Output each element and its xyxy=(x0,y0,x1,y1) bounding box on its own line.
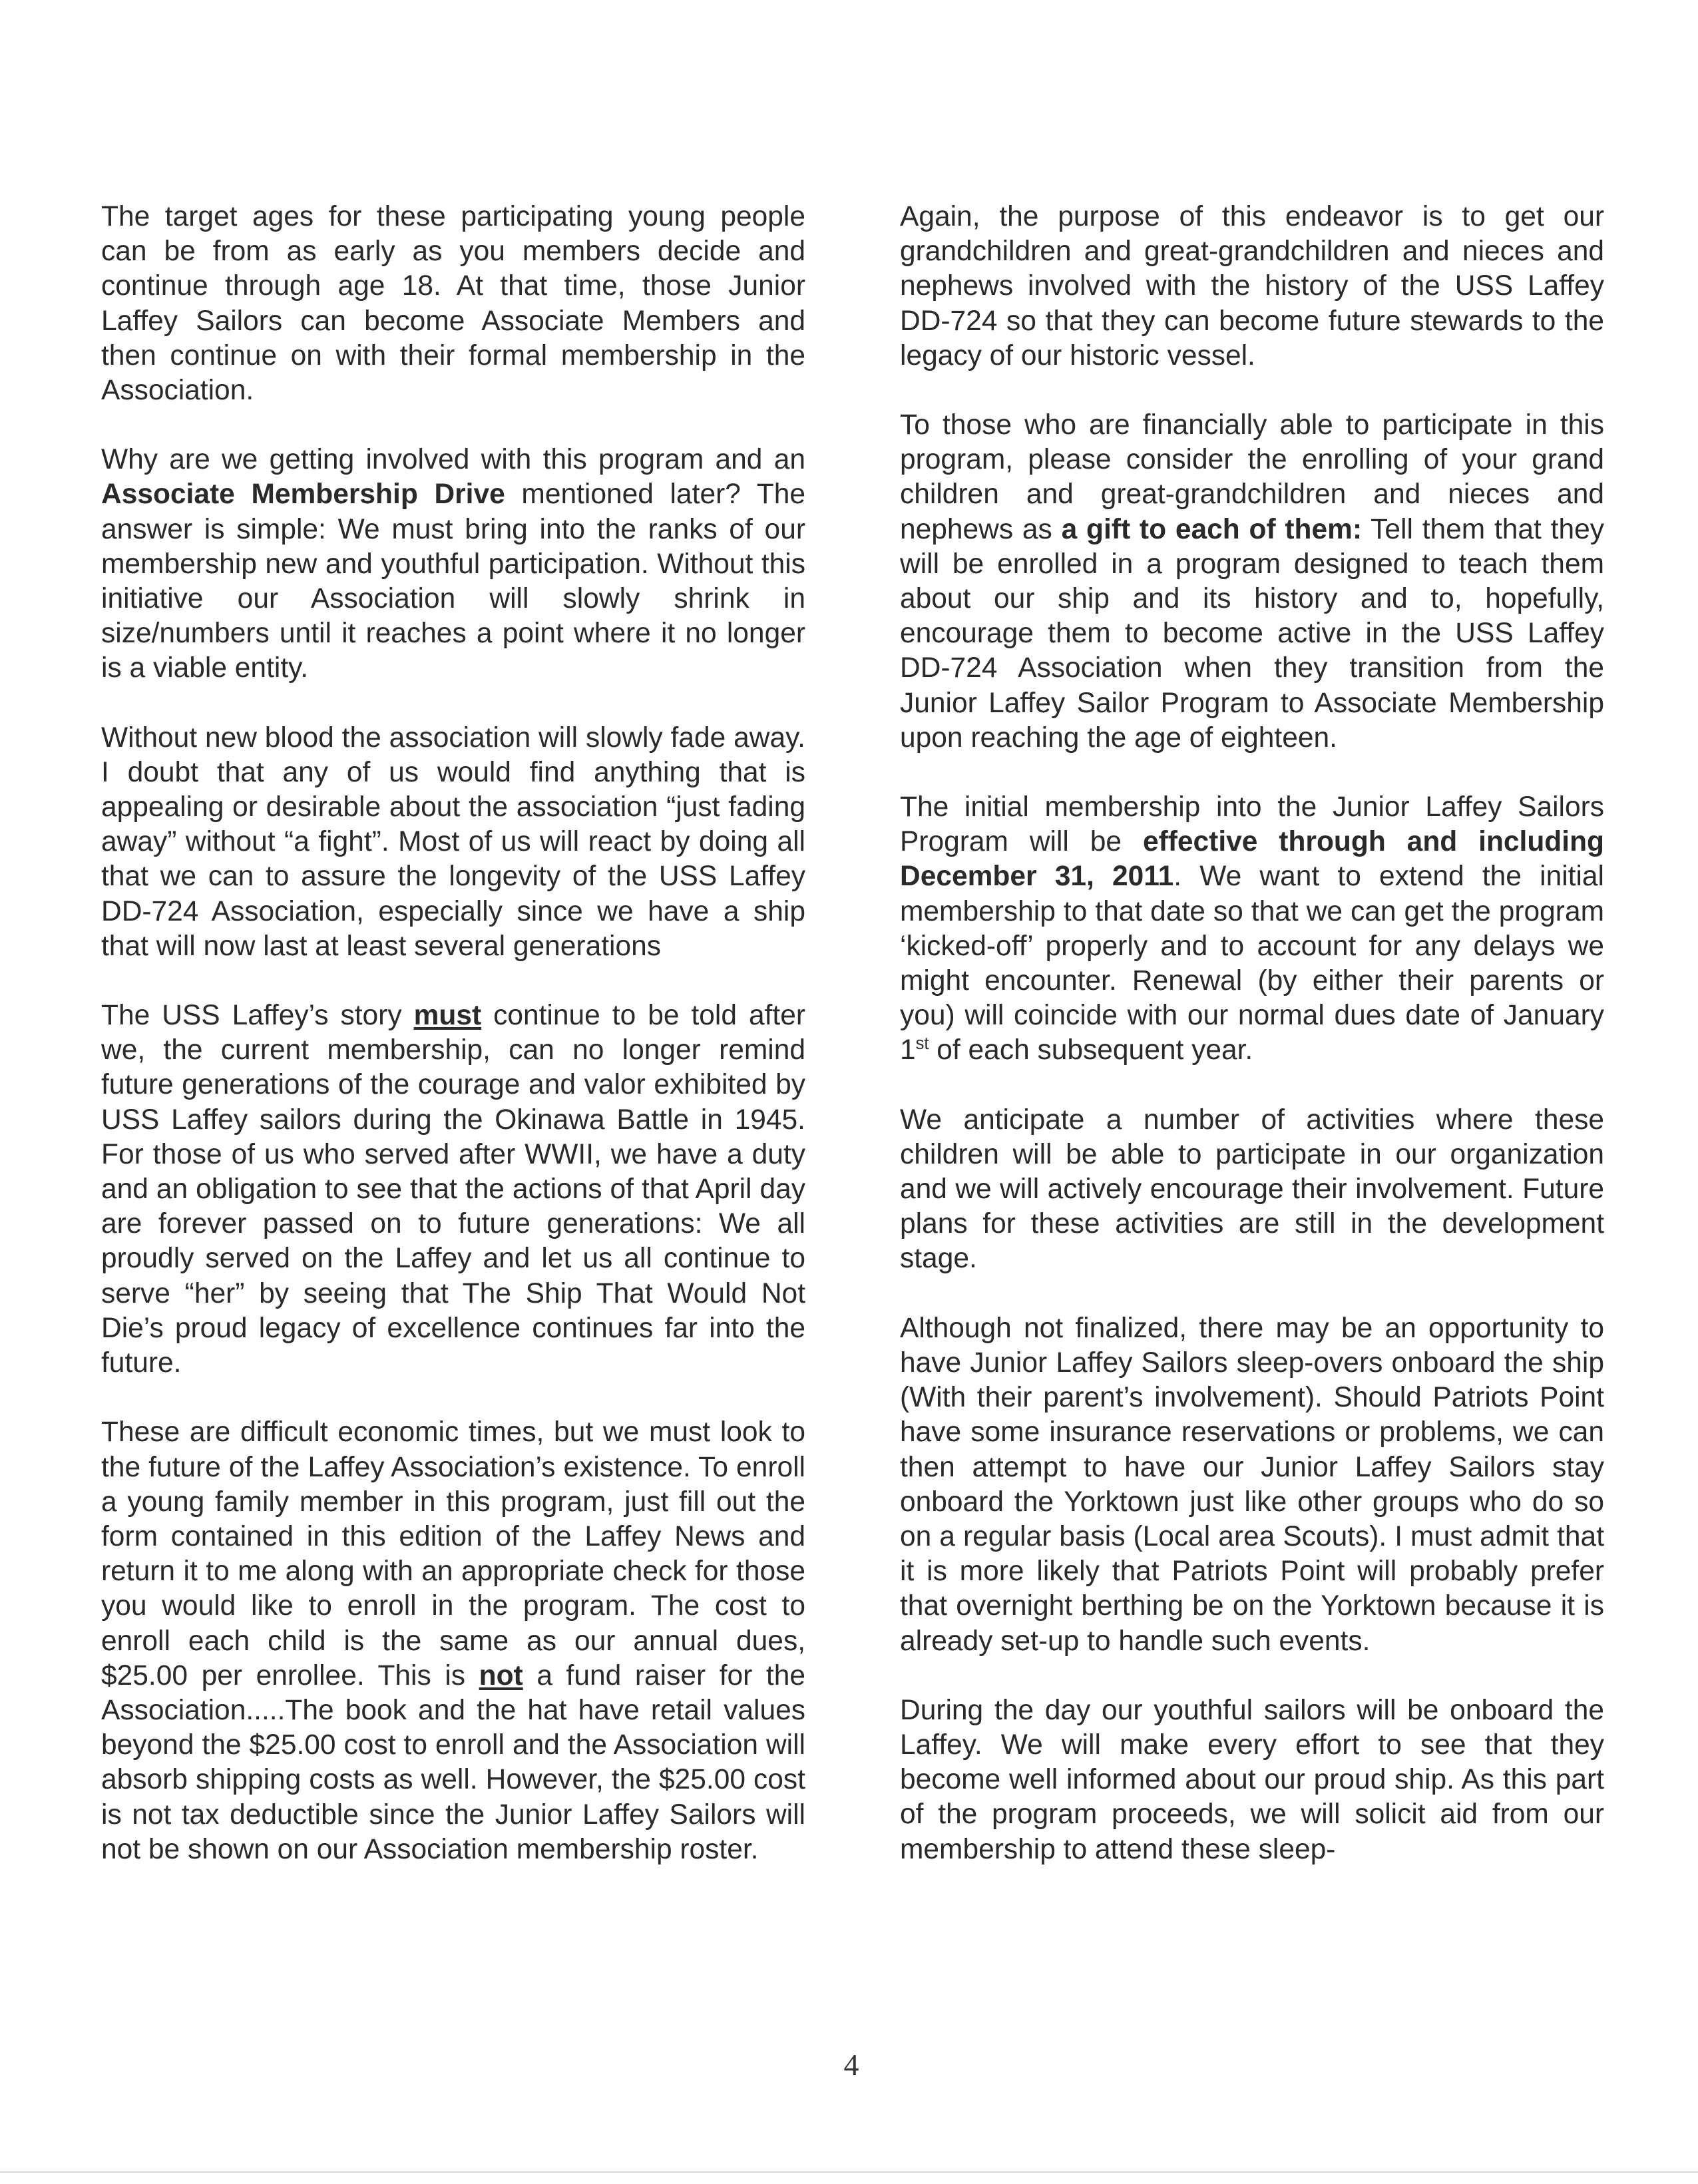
paragraph-initial-membership xyxy=(900,790,1604,1068)
paragraph-sleep-overs: Although not finalized, there may be an opportunity to have Junior Laffey Sailors sleep-overs onboard the ship (With their parent’s involvement). Should Patriots Point have some insurance reservations or problems, we can then attempt to have our Junior Laffey Sailors stay onboard the Yorktown just like other groups who do so on a regular basis (Local area Scouts). I must admit that it is more likely that Patriots Point will probably prefer that overnight berthing be on the Yorktown because it is already set-up to handle such events. xyxy=(900,1312,1604,1657)
text-run: These are difficult economic times, but we must look to the future of the Laffey Association’s existence. To enroll a young family member in this program, just fill out the form contained in this edition of the Laffey News and return it to me along with an appropriate check for those you would like to enroll in the program. The cost to enroll each child is the same as our annual dues, $25.00 per enrollee. This is xyxy=(101,1417,805,1691)
paragraph-target-ages: The target ages for these participating young people can be from as early as you members decide and continue through age 18. At that time, those Junior Laffey Sailors can become Associate Members and then continue on with their formal membership in the Association. xyxy=(101,201,805,407)
not-emphasis: not xyxy=(479,1659,523,1691)
text-run: of each subsequent year. xyxy=(929,1034,1253,1066)
paragraph-during-the-day: During the day our youthful sailors will be onboard the Laffey. We will make every effort to see that they become well informed about our proud ship. As this part of the program proceeds, we will solicit aid from our membership to attend these sleep- xyxy=(900,1694,1604,1865)
gift-emphasis: a gift to each of them: xyxy=(1061,513,1363,545)
paragraph-purpose: Again, the purpose of this endeavor is to get our grandchildren and great-grandchildren and nieces and nephews involved with the history of the USS Laffey DD-724 so that they can become future stewards to the legacy of our historic vessel. xyxy=(900,201,1604,371)
scan-edge-line xyxy=(0,2171,1698,2173)
associate-membership-drive-emphasis: Associate Membership Drive xyxy=(101,479,505,511)
text-run: continue to be told after we, the current membership, can no longer remind future generations of the courage and valor exhibited by USS Laffey sailors during the Okinawa Battle in 1945. For those of us who served after WWII, we have a duty and an obligation to see that the actions of that April day are forever passed on to future generations: We all proudly served on the Laffey and let us all continue to serve “her” by seeing that The Ship That Would Not Die’s proud legacy of excellence continues far into the future. xyxy=(101,1000,805,1379)
ordinal-suffix: st xyxy=(915,1034,929,1054)
left-column xyxy=(101,200,805,1902)
paragraph-laffey-story xyxy=(101,998,805,1381)
text-run: mentioned later? The answer is simple: We must bring into the ranks of our membership new and youthful participation. Without this initiative our Association will slowly shrink in size/numbers until it reaches a point where it no longer is a viable entity. xyxy=(101,479,805,684)
paragraph-financially-able xyxy=(900,408,1604,756)
text-run: a fund raiser for the Association.....The book and the hat have retail values beyond the $25.00 cost to enroll and the Association will absorb shipping costs as well. However, the $25.00 cost is not tax deductible since the Junior Laffey Sailors will not be shown on our Association membership roster. xyxy=(101,1659,805,1865)
text-run: The initial membership into the Junior Laffey Sailors Program will be xyxy=(900,791,1604,858)
text-run: Why are we getting involved with this program and an xyxy=(101,444,805,476)
text-run: The USS Laffey’s story xyxy=(101,1000,414,1032)
paragraph-activities: We anticipate a number of activities where these children will be able to participate in our organization and we will actively encourage their involvement. Future plans for these activities are still in the development stage. xyxy=(900,1104,1604,1275)
page-number: 4 xyxy=(843,2048,859,2081)
paragraph-new-blood: Without new blood the association will slowly fade away. I doubt that any of us would find anything that is appealing or desirable about the association “just fading away” without “a fight”. Most of us will react by doing all that we can to assure the longevity of the USS Laffey DD-724 Association, especially since we have a ship that will now last at least several generations xyxy=(101,722,805,962)
paragraph-economic-times xyxy=(101,1415,805,1867)
text-run: . We want to extend the initial membership to that date so that we can get the program ‘kicked-off’ properly and to account for any delays we might encounter. Renewal (by either their parents or you) will coincide with our normal dues date of January 1 xyxy=(900,861,1604,1066)
paragraph-why-involved xyxy=(101,443,805,686)
text-run: Tell them that they will be enrolled in a program designed to teach them about our ship and its history and to, hopefully, encourage them to become active in the USS Laffey DD-724 Association when they transition from the Junior Laffey Sailor Program to Associate Membership upon reaching the age of eighteen. xyxy=(900,513,1604,754)
must-emphasis: must xyxy=(413,1000,482,1032)
right-column xyxy=(900,200,1604,1902)
text-run: To those who are financially able to participate in this program, please consider the enrolling of your grand children and great-grandchildren and nieces and nephews as xyxy=(900,409,1604,545)
effective-date-emphasis: effective through and including December 31, 2011 xyxy=(900,826,1605,893)
